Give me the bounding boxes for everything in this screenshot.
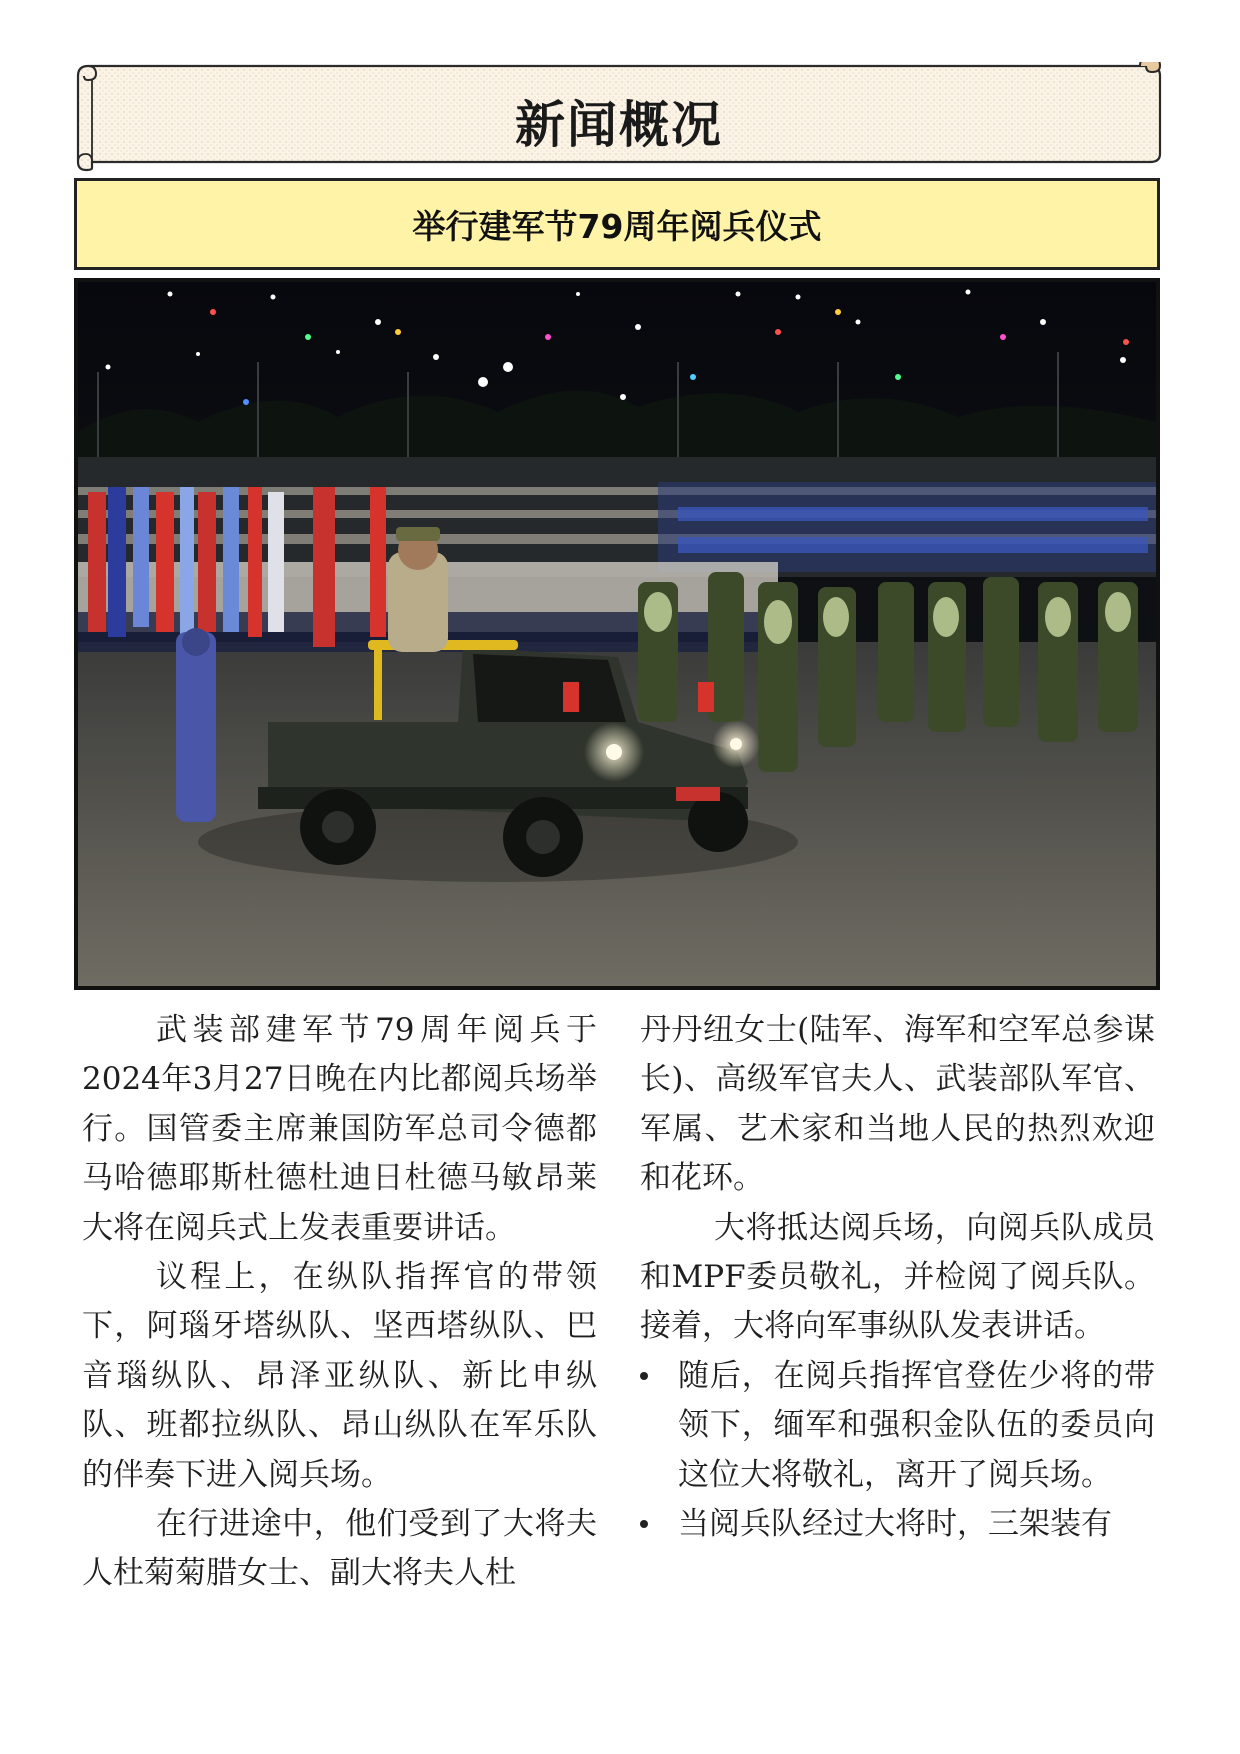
- list-item-text: 随后，在阅兵指挥官登佐少将的带领下，缅军和强积金队伍的委员向这位大将敬礼，离开了阅兵场。: [678, 1357, 1155, 1493]
- scroll-banner: [74, 62, 1164, 172]
- section-title: 新闻概况: [515, 96, 723, 154]
- bullet-icon: [640, 1520, 648, 1528]
- bullet-icon: [640, 1372, 648, 1380]
- list-item: [640, 1500, 1155, 1549]
- article-headline: 举行建军节79周年阅兵仪式: [74, 178, 1160, 270]
- right-column: [640, 1006, 1155, 1549]
- bullet-list: [640, 1352, 1155, 1550]
- paragraph: 武装部建军节79周年阅兵于2024年3月27日晚在内比都阅兵场举行。国管委主席兼国防军总司令德都马哈德耶斯杜德杜迪日杜德马敏昂莱大将在阅兵式上发表重要讲话。: [82, 1012, 597, 1246]
- paragraph: 议程上，在纵队指挥官的带领下，阿瑙牙塔纵队、坚西塔纵队、巴音瑙纵队、昂泽亚纵队、新比申纵队、班都拉纵队、昂山纵队在军乐队的伴奏下进入阅兵场。: [82, 1259, 597, 1493]
- left-column: [82, 1006, 597, 1599]
- paragraph: 在行进途中，他们受到了大将夫人杜菊菊腊女士、副大将夫人杜: [82, 1506, 597, 1592]
- parade-photo: [74, 278, 1160, 990]
- list-item: [640, 1352, 1155, 1500]
- list-item-text: 当阅兵队经过大将时，三架装有: [678, 1506, 1112, 1543]
- paragraph: 大将抵达阅兵场，向阅兵队成员和MPF委员敬礼，并检阅了阅兵队。接着，大将向军事纵队发表讲话。: [640, 1209, 1155, 1345]
- paragraph: 丹丹纽女士(陆军、海军和空军总参谋长)、高级军官夫人、武装部队军官、军属、艺术家和当地人民的热烈欢迎和花环。: [640, 1012, 1155, 1197]
